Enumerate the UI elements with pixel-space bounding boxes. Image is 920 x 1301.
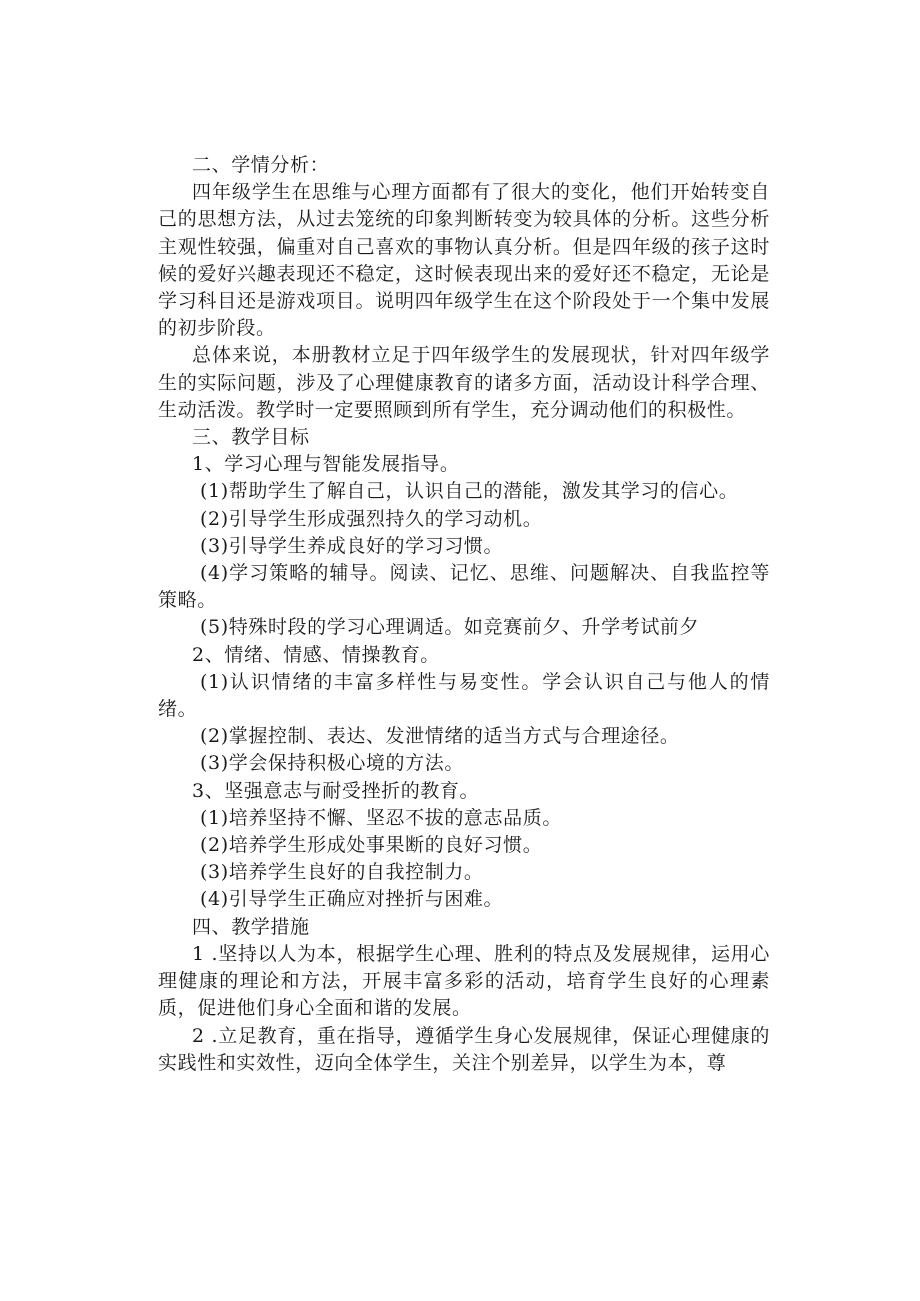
goal-1-item-4: (4)学习策略的辅导。阅读、记忆、思维、问题解决、自我监控等策略。 [158,562,770,612]
measure-1: 1 .坚持以人为本，根据学生心理、胜利的特点及发展规律，运用心理健康的理论和方法，开展丰富多彩的活动，培育学生良好的心理素质，促进他们身心全面和谐的发展。 [158,942,770,1020]
goal-3-item-2: (2)培养学生形成处事果断的良好习惯。 [200,834,543,857]
goal-heading-3: 3、坚强意志与耐受挫折的教育。 [192,779,480,802]
goal-2-item-3: (3)学会保持积极心境的方法。 [200,752,464,775]
goal-1-item-2: (2)引导学生形成强烈持久的学习动机。 [200,507,543,530]
goal-1-item-3: (3)引导学生养成良好的学习习惯。 [200,534,504,557]
measure-2: 2 .立足教育，重在指导，遵循学生身心发展规律，保证心理健康的实践性和实效性，迈向全体学生，关注个别差异，以学生为本，尊 [158,1024,770,1074]
paragraph-student-analysis: 四年级学生在思维与心理方面都有了很大的变化，他们开始转变自己的思想方法，从过去笼统的印象判断转变为较具体的分析。这些分析主观性较强，偏重对自己喜欢的事物认真分析。但是四年级的孩子这时候的爱好兴趣表现还不稳定，这时候表现出来的爱好还不稳定，无论是学习科目还是游戏项目。说明四年级学生在这个阶段处于一个集中发展的初步阶段。 [158,181,770,340]
section-heading-4: 四、教学措施 [192,915,310,938]
goal-heading-2: 2、情绪、情感、情操教育。 [192,643,440,666]
document-body [158,152,770,1077]
goal-heading-1: 1、学习心理与智能发展指导。 [192,453,460,476]
goal-3-item-1: (1)培养坚持不懈、坚忍不拔的意志品质。 [200,806,562,829]
goal-2-item-2: (2)掌握控制、表达、发泄情绪的适当方式与合理途径。 [200,725,680,748]
goal-3-item-4: (4)引导学生正确应对挫折与困难。 [200,888,504,911]
goal-1-item-5: (5)特殊时段的学习心理调适。如竞赛前夕、升学考试前夕 [200,616,700,639]
goal-3-item-3: (3)培养学生良好的自我控制力。 [200,861,484,884]
paragraph-overall-summary: 总体来说，本册教材立足于四年级学生的发展现状，针对四年级学生的实际问题，涉及了心理健康教育的诸多方面，活动设计科学合理、生动活泼。教学时一定要照顾到所有学生，充分调动他们的积极性。 [158,344,770,421]
section-heading-2: 二、学情分析： [192,154,330,176]
goal-1-item-1: (1)帮助学生了解自己，认识自己的潜能，激发其学习的信心。 [200,480,739,503]
goal-2-item-1: (1)认识情绪的丰富多样性与易变性。学会认识自己与他人的情绪。 [158,670,770,721]
section-heading-3: 三、教学目标 [192,426,310,449]
